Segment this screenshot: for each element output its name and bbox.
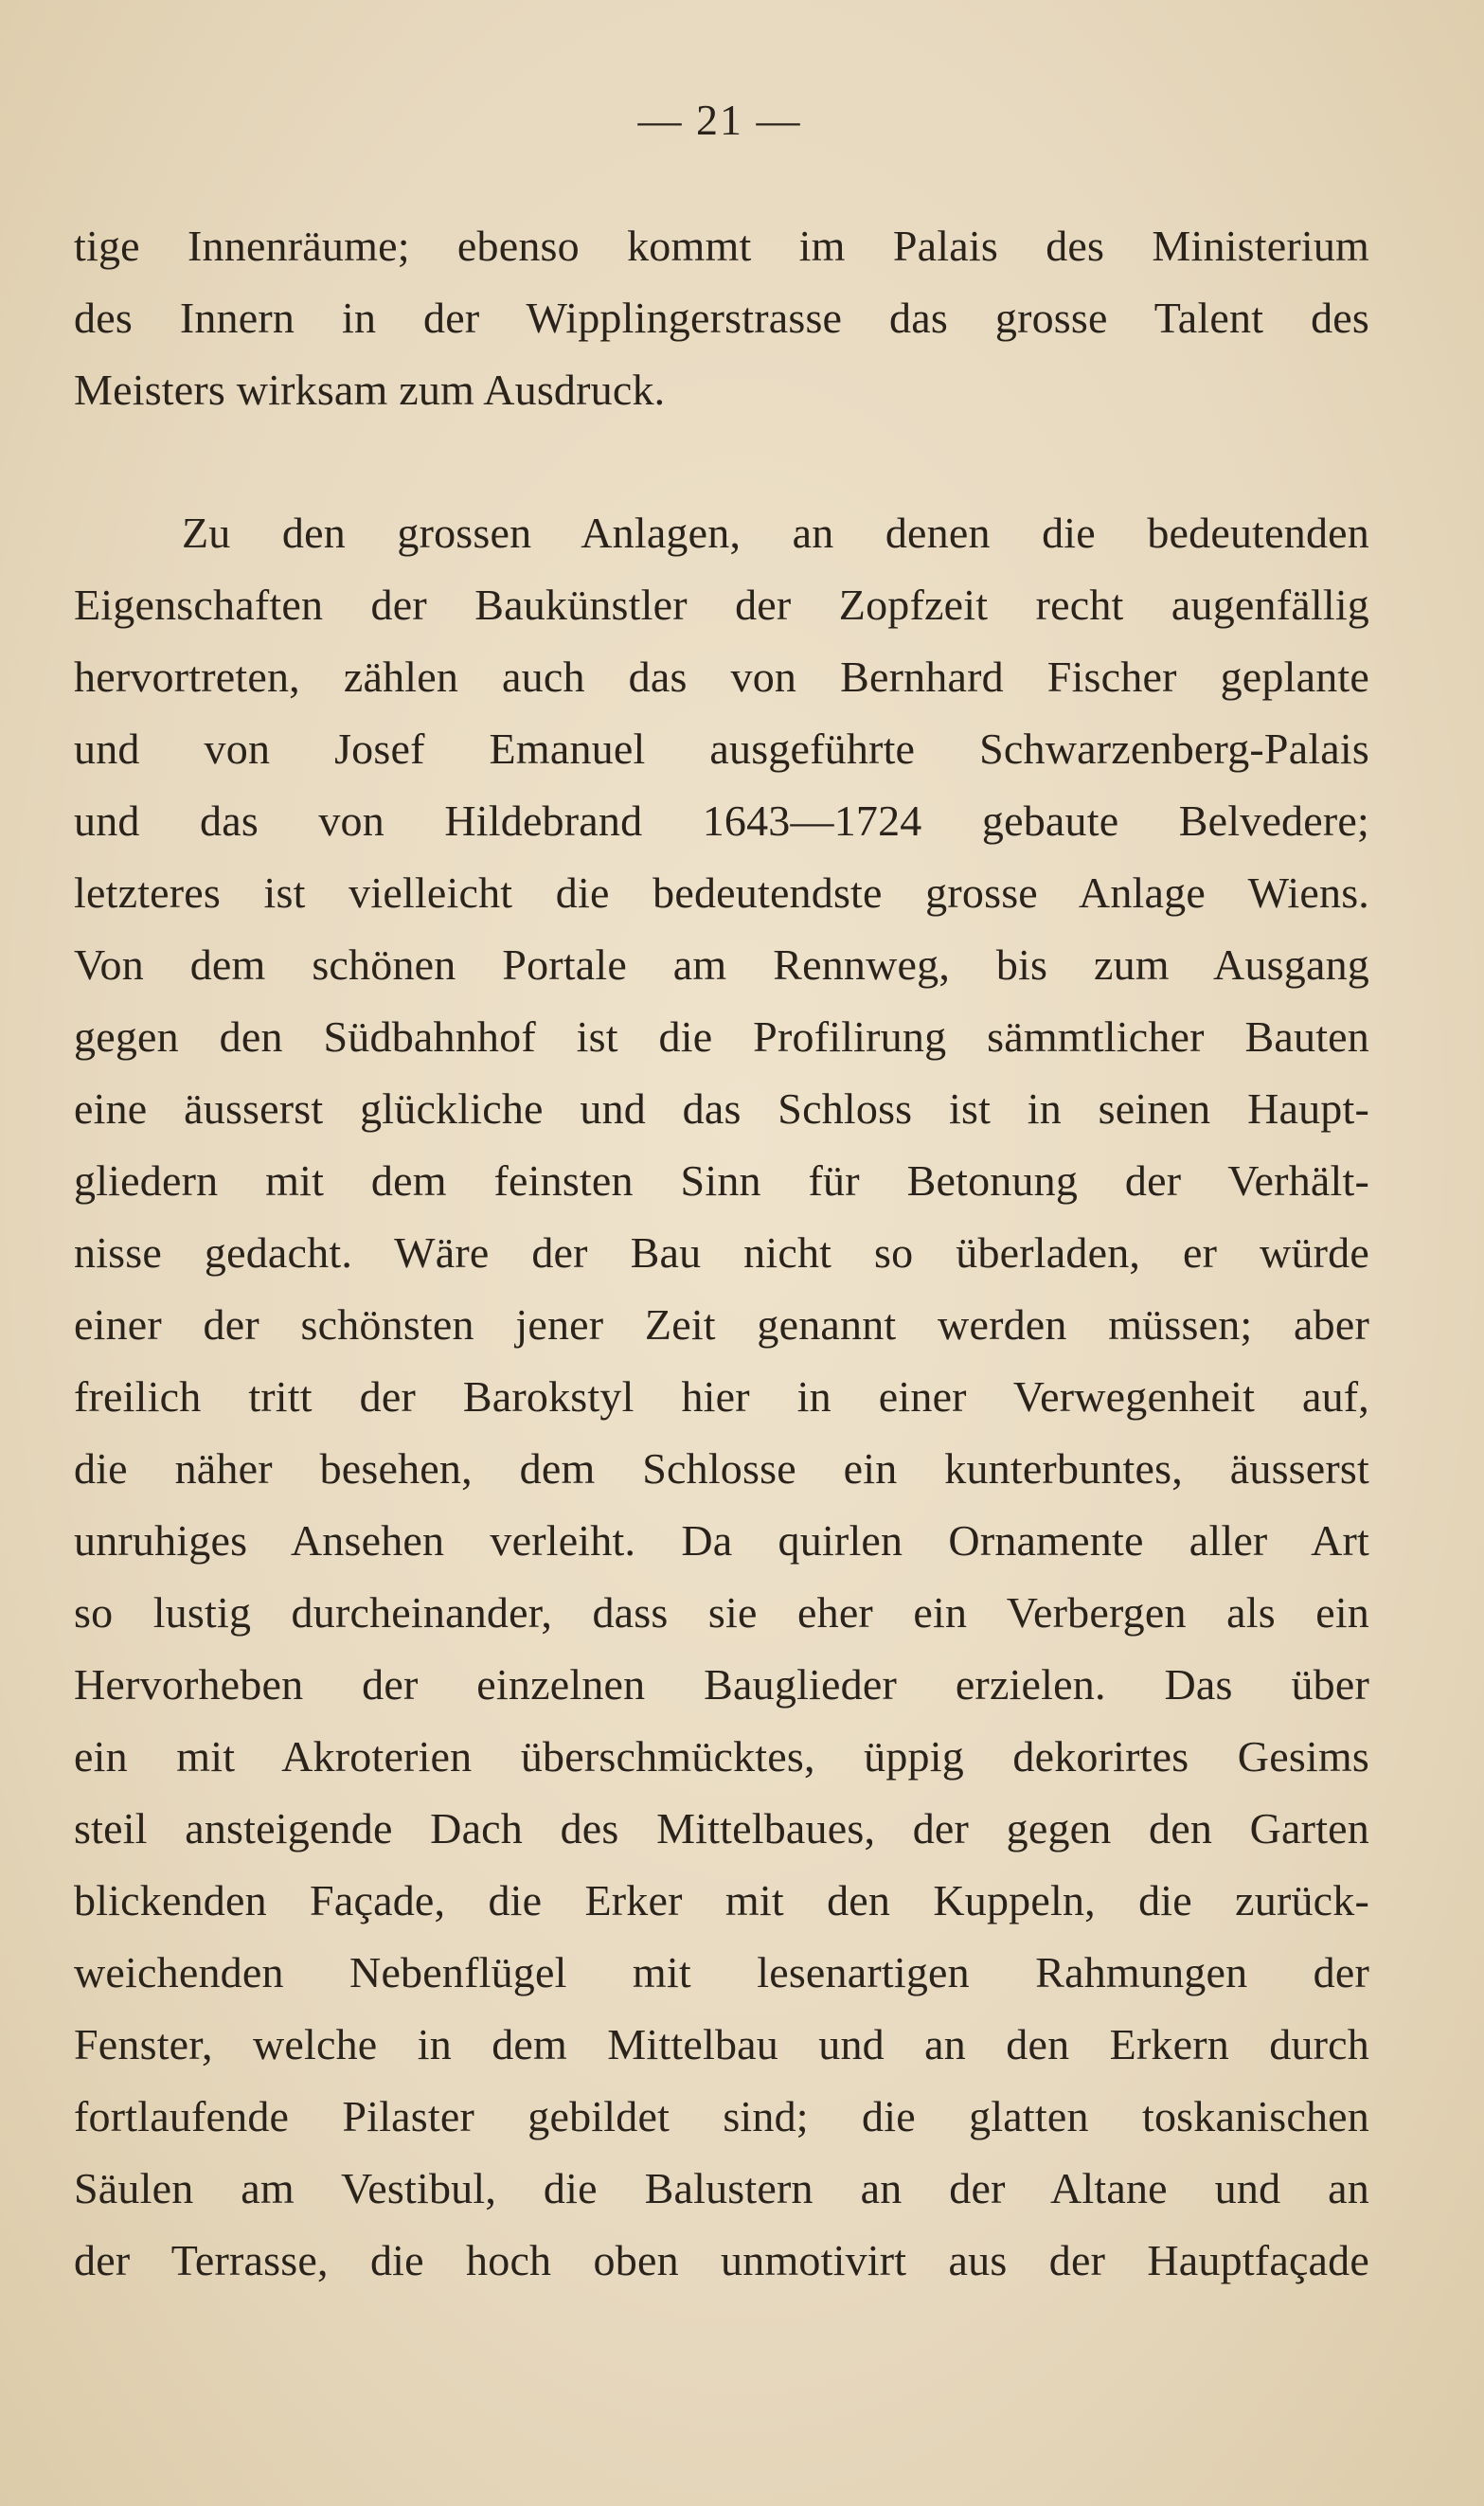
text-line: der Terrasse, die hoch oben unmotivirt aus der Hauptfaçade bbox=[74, 2236, 1369, 2284]
text-line: und von Josef Emanuel ausgeführte Schwarzenberg-Palais bbox=[74, 725, 1369, 773]
text-line: Eigenschaften der Baukünstler der Zopfzeit recht augenfällig bbox=[74, 581, 1369, 629]
text-line: und das von Hildebrand 1643—1724 gebaute Belvedere; bbox=[74, 797, 1369, 845]
text-line: hervortreten, zählen auch das von Bernhard Fischer geplante bbox=[74, 653, 1369, 701]
text-line: fortlaufende Pilaster gebildet sind; die glatten toskanischen bbox=[74, 2092, 1369, 2140]
text-line: des Innern in der Wipplingerstrasse das grosse Talent des bbox=[74, 294, 1369, 342]
page-number: — 21 — bbox=[637, 96, 802, 144]
paragraph-2 bbox=[74, 497, 1369, 2297]
text-line: Von dem schönen Portale am Rennweg, bis zum Ausgang bbox=[74, 940, 1369, 989]
text-line: Fenster, welche in dem Mittelbau und an den Erkern durch bbox=[74, 2020, 1369, 2068]
text-line: blickenden Façade, die Erker mit den Kuppeln, die zurück- bbox=[74, 1876, 1369, 1924]
text-line: freilich tritt der Barokstyl hier in einer Verwegenheit auf, bbox=[74, 1372, 1369, 1421]
text-line: die näher besehen, dem Schlosse ein kunterbuntes, äusserst bbox=[74, 1444, 1369, 1493]
text-line: steil ansteigende Dach des Mittelbaues, der gegen den Garten bbox=[74, 1804, 1369, 1853]
text-line: ein mit Akroterien überschmücktes, üppig dekorirtes Gesims bbox=[74, 1732, 1369, 1781]
text-line: Meisters wirksam zum Ausdruck. bbox=[74, 366, 666, 414]
text-line: unruhiges Ansehen verleiht. Da quirlen Ornamente aller Art bbox=[74, 1516, 1369, 1565]
text-line: Hervorheben der einzelnen Bauglieder erzielen. Das über bbox=[74, 1660, 1369, 1709]
text-line: gegen den Südbahnhof ist die Profilirung sämmtlicher Bauten bbox=[74, 1012, 1369, 1061]
text-line: einer der schönsten jener Zeit genannt werden müssen; aber bbox=[74, 1300, 1369, 1349]
paragraph-1 bbox=[74, 210, 1369, 426]
text-line: gliedern mit dem feinsten Sinn für Betonung der Verhält- bbox=[74, 1156, 1369, 1205]
text-line: Zu den grossen Anlagen, an denen die bedeutenden bbox=[182, 509, 1369, 557]
text-line: so lustig durcheinander, dass sie eher ein Verbergen als ein bbox=[74, 1588, 1369, 1637]
text-line: letzteres ist vielleicht die bedeutendste grosse Anlage Wiens. bbox=[74, 868, 1369, 917]
text-line: Säulen am Vestibul, die Balustern an der Altane und an bbox=[74, 2164, 1369, 2212]
text-line: weichenden Nebenflügel mit lesenartigen Rahmungen der bbox=[74, 1948, 1369, 1996]
text-line: eine äusserst glückliche und das Schloss ist in seinen Haupt- bbox=[74, 1084, 1369, 1133]
text-line: nisse gedacht. Wäre der Bau nicht so überladen, er würde bbox=[74, 1228, 1369, 1277]
text-line: tige Innenräume; ebenso kommt im Palais des Ministerium bbox=[74, 222, 1369, 270]
